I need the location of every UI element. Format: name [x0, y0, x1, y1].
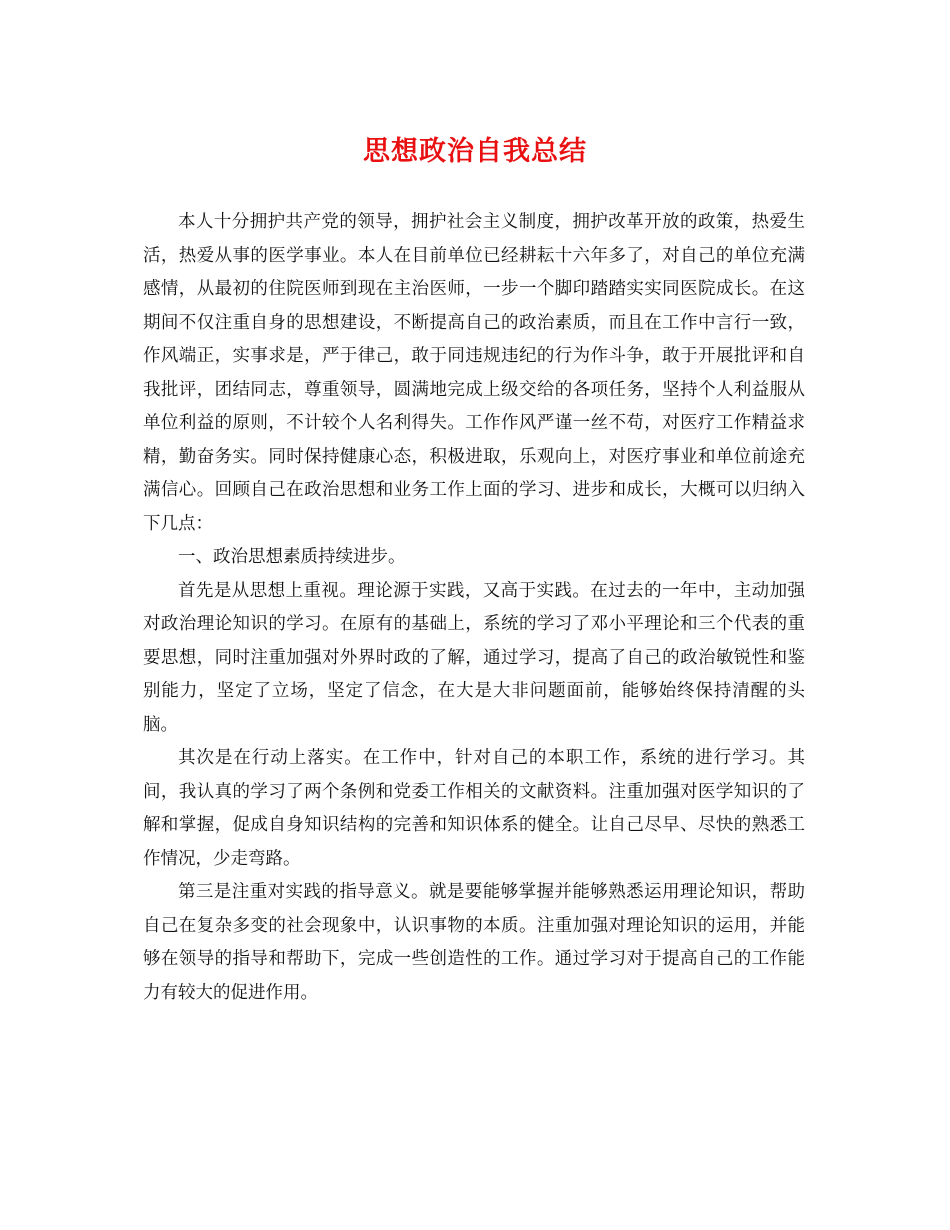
document-title: 思想政治自我总结	[363, 136, 587, 167]
paragraph-second-point: 其次是在行动上落实。在工作中，针对自己的本职工作，系统的进行学习。其间，我认真的学习了两个条例和党委工作相关的文献资料。注重加强对医学知识的了解和掌握，促成自身知识结构的完善和知识体系的健全。让自己尽早、尽快的熟悉工作情况，少走弯路。	[143, 748, 805, 869]
document-body	[143, 206, 805, 1010]
paragraph-intro: 本人十分拥护共产党的领导，拥护社会主义制度，拥护改革开放的政策，热爱生活，热爱从事的医学事业。本人在目前单位已经耕耘十六年多了，对自己的单位充满感情，从最初的住院医师到现在主治医师，一步一个脚印踏踏实实同医院成长。在这期间不仅注重自身的思想建设，不断提高自己的政治素质，而且在工作中言行一致，作风端正，实事求是，严于律己，敢于同违规违纪的行为作斗争，敢于开展批评和自我批评，团结同志，尊重领导，圆满地完成上级交给的各项任务，坚持个人利益服从单位利益的原则，不计较个人名利得失。工作作风严谨一丝不苟，对医疗工作精益求精，勤奋务实。同时保持健康心态，积极进取，乐观向上，对医疗事业和单位前途充满信心。回顾自己在政治思想和业务工作上面的学习、进步和成长，大概可以归纳入下几点：	[143, 212, 805, 534]
paragraph-heading-1: 一、政治思想素质持续进步。	[178, 547, 406, 567]
paragraph-third-point: 第三是注重对实践的指导意义。就是要能够掌握并能够熟悉运用理论知识，帮助自己在复杂多变的社会现象中，认识事物的本质。注重加强对理论知识的运用，并能够在领导的指导和帮助下，完成一些创造性的工作。通过学习对于提高自己的工作能力有较大的促进作用。	[143, 882, 805, 1003]
paragraph-first-point: 首先是从思想上重视。理论源于实践，又高于实践。在过去的一年中，主动加强对政治理论知识的学习。在原有的基础上，系统的学习了邓小平理论和三个代表的重要思想，同时注重加强对外界时政的了解，通过学习，提高了自己的政治敏锐性和鉴别能力，坚定了立场，坚定了信念，在大是大非问题面前，能够始终保持清醒的头脑。	[143, 580, 805, 735]
